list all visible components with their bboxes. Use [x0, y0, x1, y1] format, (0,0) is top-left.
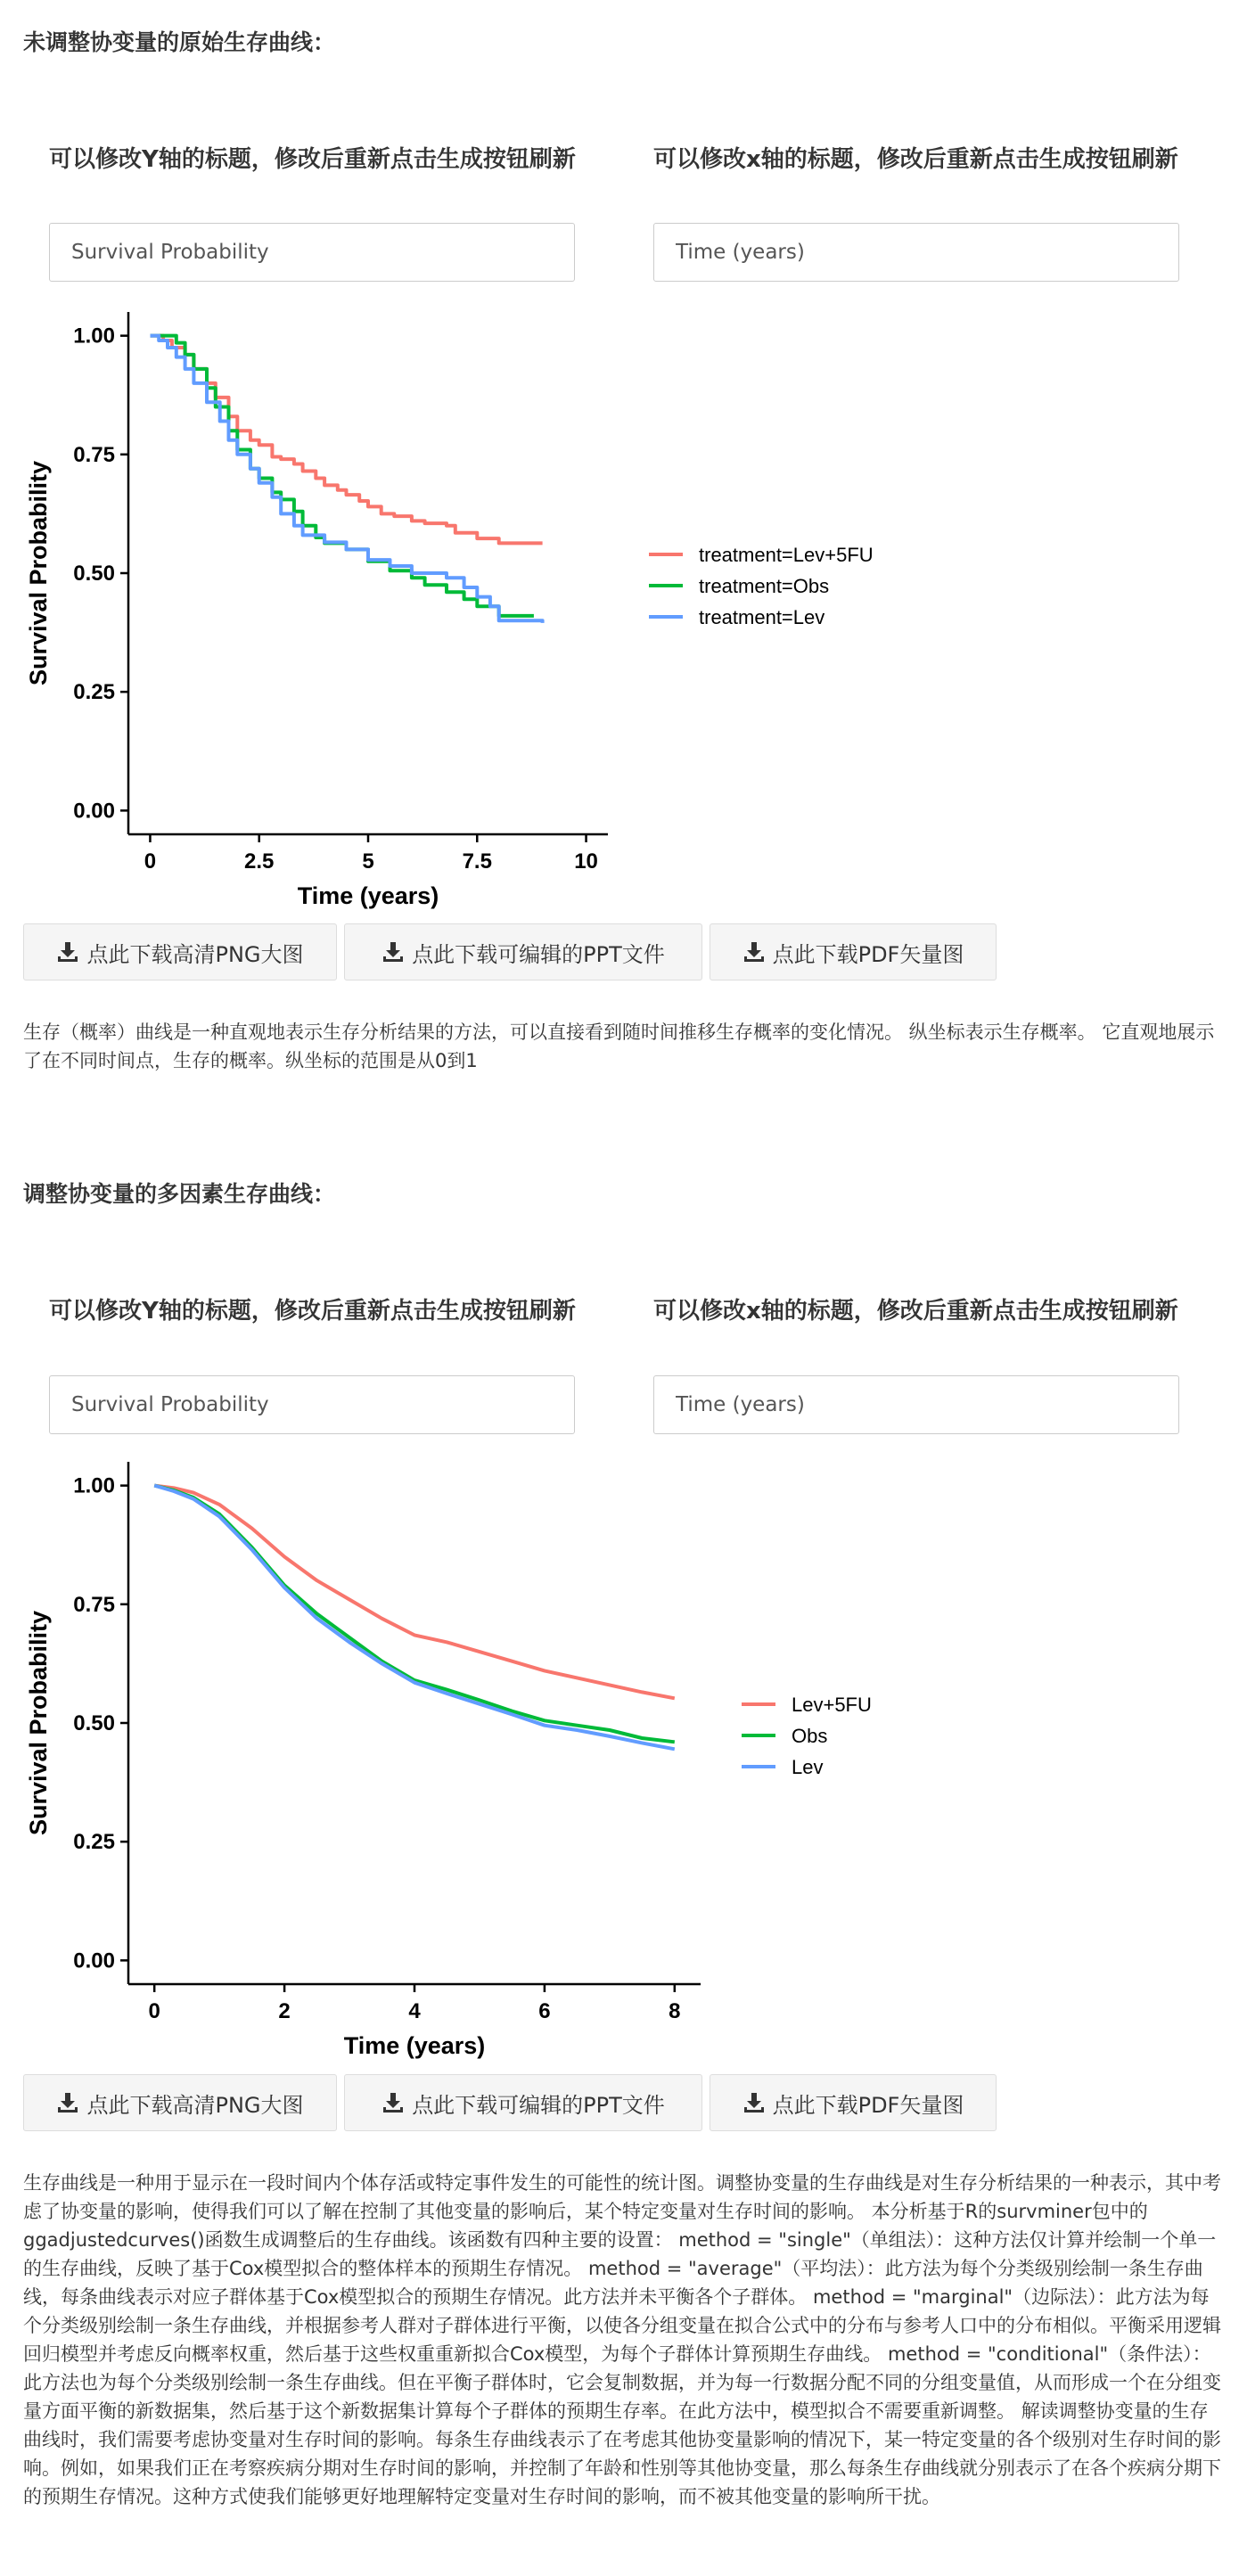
y-tick-label: 1.00 [73, 1473, 115, 1498]
y-tick-label: 0.75 [73, 442, 115, 467]
download-icon [56, 2091, 79, 2114]
x-tick-label: 2.5 [244, 849, 275, 874]
section1-description: 生存（概率）曲线是一种直观地表示生存分析结果的方法，可以直接看到随时间推移生存概率的变化情况。 纵坐标表示生存概率。 它直观地展示了在不同时间点，生存的概率。纵坐标的范围是从0到1 [23, 1021, 1215, 1071]
download-png-label: 点此下载高清PNG大图 [86, 941, 304, 967]
x-tick-label: 7.5 [462, 849, 492, 874]
x-tick-label: 10 [574, 849, 598, 874]
x-tick-label: 0 [144, 849, 157, 874]
x-axis-title-input[interactable] [653, 223, 1179, 282]
legend-label: treatment=Lev+5FU [699, 544, 874, 566]
y-tick-label: 0.50 [73, 562, 115, 586]
x-tick-label: 6 [538, 1999, 551, 2023]
legend-label: Lev+5FU [792, 1694, 872, 1716]
download-icon [742, 940, 766, 964]
legend-label: treatment=Obs [699, 575, 830, 597]
y-tick-label: 0.25 [73, 680, 115, 705]
download-ppt-label: 点此下载可编辑的PPT文件 [412, 2092, 665, 2118]
y-axis-title-label: 可以修改Y轴的标题，修改后重新点击生成按钮刷新 [49, 1298, 576, 1325]
series-line-2 [154, 1486, 675, 1743]
download-icon [742, 2091, 766, 2114]
survival-chart-unadjusted [23, 312, 1004, 918]
y-axis-title: Survival Probability [25, 460, 52, 686]
download-png-label: 点此下载高清PNG大图 [86, 2092, 304, 2118]
series-line-3 [151, 336, 543, 623]
download-ppt-label: 点此下载可编辑的PPT文件 [412, 941, 665, 967]
download-png-button[interactable] [23, 923, 337, 980]
x-tick-label: 4 [408, 1999, 421, 2023]
download-pdf-label: 点此下载PDF矢量图 [772, 2092, 964, 2118]
download-pdf-label: 点此下载PDF矢量图 [772, 941, 964, 967]
x-tick-label: 5 [362, 849, 374, 874]
x-tick-label: 0 [148, 1999, 160, 2023]
download-icon [381, 2091, 405, 2114]
legend-label: treatment=Lev [699, 606, 825, 628]
download-png-button[interactable] [23, 2074, 337, 2131]
x-tick-label: 2 [278, 1999, 291, 2023]
x-axis-title: Time (years) [297, 882, 439, 909]
x-axis-title: Time (years) [343, 2032, 486, 2059]
legend-label: Lev [792, 1756, 824, 1778]
y-axis-title-input[interactable] [49, 1375, 575, 1434]
y-tick-label: 0.50 [73, 1711, 115, 1735]
y-tick-label: 0.00 [73, 799, 115, 824]
section1-title: 未调整协变量的原始生存曲线： [23, 29, 336, 55]
y-tick-label: 1.00 [73, 324, 115, 349]
x-tick-label: 8 [669, 1999, 681, 2023]
y-tick-label: 0.75 [73, 1592, 115, 1617]
download-pdf-button[interactable] [710, 2074, 997, 2131]
series-line-1 [151, 336, 543, 544]
download-icon [56, 940, 79, 964]
series-line-2 [151, 336, 534, 616]
y-axis-title-label: 可以修改Y轴的标题，修改后重新点击生成按钮刷新 [49, 146, 576, 173]
x-axis-title-label: 可以修改x轴的标题，修改后重新点击生成按钮刷新 [653, 146, 1178, 173]
download-ppt-button[interactable] [344, 2074, 702, 2131]
download-icon [381, 940, 405, 964]
download-ppt-button[interactable] [344, 923, 702, 980]
x-axis-title-label: 可以修改x轴的标题，修改后重新点击生成按钮刷新 [653, 1298, 1178, 1325]
survival-chart-adjusted [23, 1462, 1004, 2068]
series-line-1 [154, 1486, 675, 1699]
y-tick-label: 0.25 [73, 1830, 115, 1855]
download-pdf-button[interactable] [710, 923, 997, 980]
legend-label: Obs [792, 1725, 828, 1747]
y-tick-label: 0.00 [73, 1948, 115, 1973]
section2-description: 生存曲线是一种用于显示在一段时间内个体存活或特定事件发生的可能性的统计图。调整协变量的生存曲线是对生存分析结果的一种表示，其中考虑了协变量的影响，使得我们可以了解在控制了其他变量的影响后，某个特定变量对生存时间的影响。 本分析基于R的survminer包中的ggadjustedcurves()函数生成调整后的生存曲线。该函数有四种主要的设置： method = "single"（单组法）：这种方法仅计算并绘制一个单一的生存曲线，反映了基于Cox模型拟合的整体样本的预期生存情况。 method = "average"（平均法）：此方法为每个分类级别绘制一条生存曲线，每条曲线表示对应子群体基于Cox模型拟合的预期生存情况。此方法并未平衡各个子群体。 method = "marginal"（边际法）：此方法为每个分类级别绘制一条生存曲线，并根据参考人群对子群体进行平衡，以使各分组变量在拟合公式中的分布与参考人口中的分布相似。平衡采用逻辑回归模型并考虑反向概率权重，然后基于这些权重重新拟合Cox模型，为每个子群体计算预期生存曲线。 method = "conditional"（条件法）：此方法也为每个分类级别绘制一条生存曲线。但在平衡子群体时，它会复制数据，并为每一行数据分配不同的分组变量值，从而形成一个在分组变量方面平衡的新数据集，然后基于这个新数据集计算每个子群体的预期生存率。在此方法中，模型拟合不需要重新调整。 解读调整协变量的生存曲线时，我们需要考虑协变量对生存时间的影响。每条生存曲线表示了在考虑其他协变量影响的情况下，某一特定变量的各个级别对生存时间的影响。例如，如果我们正在考察疾病分期对生存时间的影响，并控制了年龄和性别等其他协变量，那么每条生存曲线就分别表示了在各个疾病分期下的预期生存情况。这种方式使我们能够更好地理解特定变量对生存时间的影响，而不被其他变量的影响所干扰。 [23, 2172, 1221, 2507]
section2-title: 调整协变量的多因素生存曲线： [23, 1181, 336, 1207]
y-axis-title: Survival Probability [25, 1610, 52, 1836]
y-axis-title-input[interactable] [49, 223, 575, 282]
x-axis-title-input[interactable] [653, 1375, 1179, 1434]
